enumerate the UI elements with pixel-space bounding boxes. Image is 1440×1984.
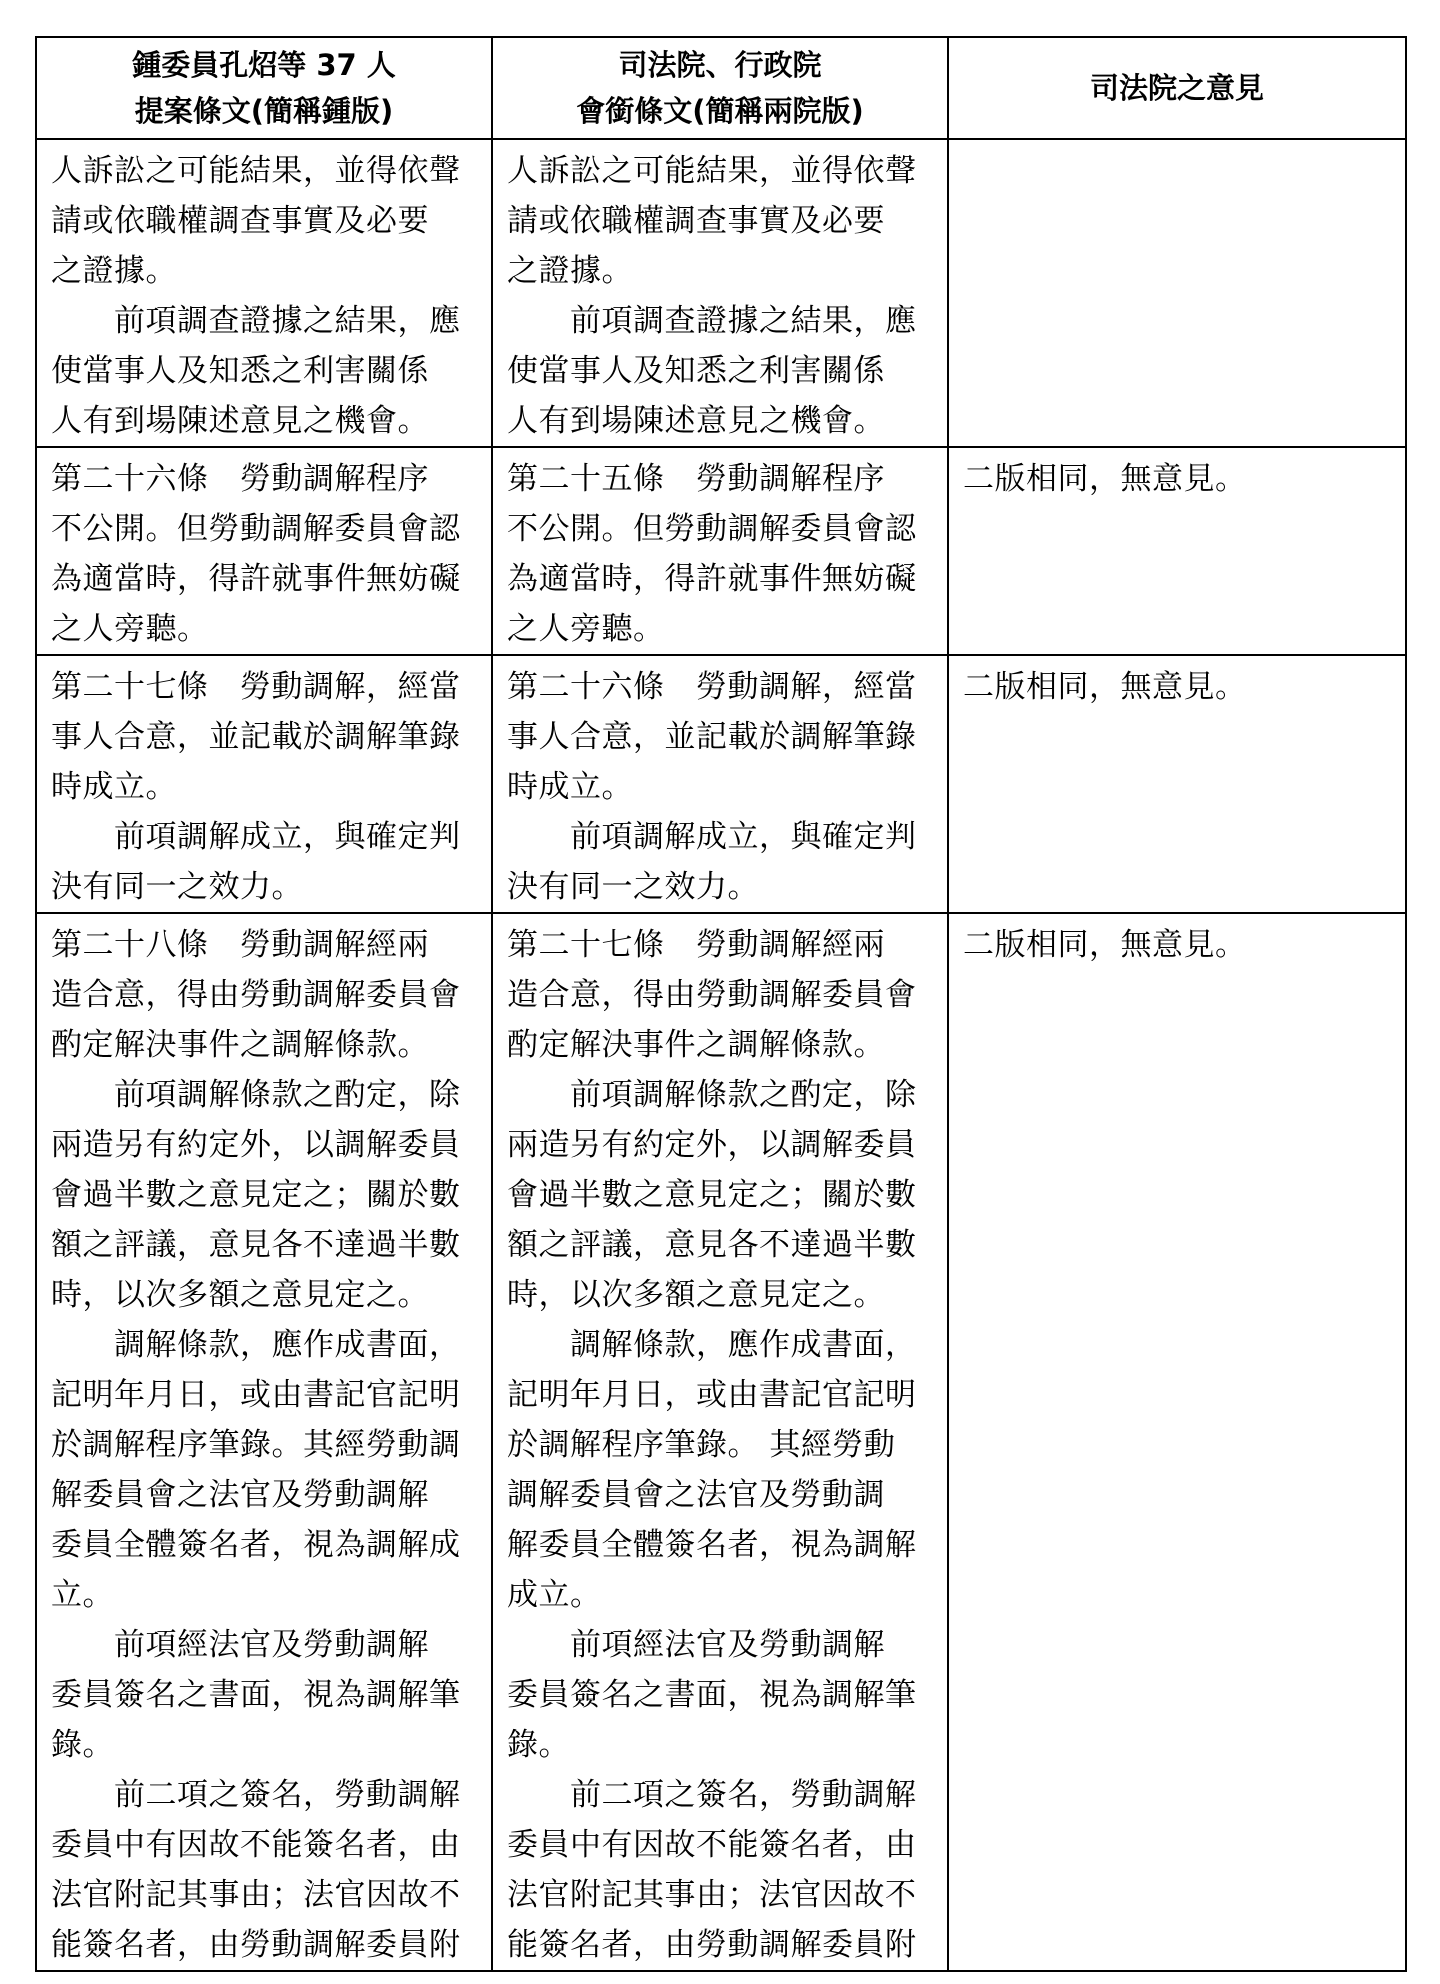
text-line: 時成立。 [507,769,633,805]
text-line: 第二十八條 勞動調解經兩 [51,927,429,963]
text-line: 人有到場陳述意見之機會。 [507,403,885,439]
text-line: 使當事人及知悉之利害關係 [507,353,885,389]
cell-two-courts-version [492,447,948,655]
table-row [36,655,1406,913]
comparison-table [35,36,1407,1972]
text-line: 委員中有因故不能簽名者，由 [51,1827,461,1863]
cell-judicial-opinion [948,913,1406,1971]
table-row [36,139,1406,447]
header-line: 司法院之意見 [1089,71,1264,105]
text-line: 兩造另有約定外，以調解委員 [51,1127,461,1163]
text-line: 額之評議，意見各不達過半數 [51,1227,461,1263]
text-line: 酌定解決事件之調解條款。 [51,1027,429,1063]
text-line: 使當事人及知悉之利害關係 [51,353,429,389]
text-line: 委員簽名之書面，視為調解筆 [51,1677,461,1713]
text-line: 能簽名者，由勞動調解委員附 [507,1927,917,1963]
text-line: 造合意，得由勞動調解委員會 [507,977,917,1013]
header-judicial-opinion [948,37,1406,139]
cell-zhong-version [36,447,492,655]
text-line: 之證據。 [507,253,633,289]
header-row [36,37,1406,139]
text-line: 決有同一之效力。 [51,869,303,905]
text-line: 立。 [51,1577,114,1613]
text-line: 時，以次多額之意見定之。 [51,1277,429,1313]
cell-zhong-version [36,655,492,913]
text-line: 調解委員會之法官及勞動調 [507,1477,885,1513]
text-line: 為適當時，得許就事件無妨礙 [51,561,461,597]
text-line: 解委員會之法官及勞動調解 [51,1477,429,1513]
text-line: 之人旁聽。 [507,611,665,647]
text-line: 額之評議，意見各不達過半數 [507,1227,917,1263]
text-line: 事人合意，並記載於調解筆錄 [507,719,917,755]
text-line: 於調解程序筆錄。其經勞動調 [51,1427,461,1463]
cell-judicial-opinion [948,655,1406,913]
text-line: 不公開。但勞動調解委員會認 [51,511,461,547]
cell-judicial-opinion [948,139,1406,447]
text-line: 會過半數之意見定之；關於數 [507,1177,917,1213]
text-line: 前二項之簽名，勞動調解 [507,1777,917,1813]
text-line: 之證據。 [51,253,177,289]
text-line: 第二十七條 勞動調解經兩 [507,927,885,963]
text-line: 第二十六條 勞動調解程序 [51,461,429,497]
header-line: 會銜條文(簡稱兩院版) [576,94,864,128]
text-line: 時，以次多額之意見定之。 [507,1277,885,1313]
text-line: 決有同一之效力。 [507,869,759,905]
cell-two-courts-version [492,655,948,913]
text-line: 解委員全體簽名者，視為調解 [507,1527,917,1563]
table-row [36,447,1406,655]
table-row [36,913,1406,1971]
text-line: 記明年月日，或由書記官記明 [51,1377,461,1413]
text-line: 前項調查證據之結果，應 [507,303,917,339]
text-line: 為適當時，得許就事件無妨礙 [507,561,917,597]
opinion-text: 二版相同，無意見。 [963,927,1247,963]
text-line: 成立。 [507,1577,602,1613]
text-line: 前項調解成立，與確定判 [507,819,917,855]
opinion-text: 二版相同，無意見。 [963,669,1247,705]
text-line: 前項調解成立，與確定判 [51,819,461,855]
text-line: 人訴訟之可能結果，並得依聲 [507,153,917,189]
cell-two-courts-version [492,139,948,447]
cell-zhong-version [36,139,492,447]
text-line: 造合意，得由勞動調解委員會 [51,977,461,1013]
text-line: 前項調解條款之酌定，除 [507,1077,917,1113]
text-line: 委員簽名之書面，視為調解筆 [507,1677,917,1713]
text-line: 錄。 [507,1727,570,1763]
text-line: 會過半數之意見定之；關於數 [51,1177,461,1213]
text-line: 調解條款，應作成書面， [51,1327,461,1363]
text-line: 第二十六條 勞動調解，經當 [507,669,917,705]
text-line: 能簽名者，由勞動調解委員附 [51,1927,461,1963]
text-line: 酌定解決事件之調解條款。 [507,1027,885,1063]
text-line: 第二十七條 勞動調解，經當 [51,669,461,705]
text-line: 前項經法官及勞動調解 [51,1627,429,1663]
text-line: 人訴訟之可能結果，並得依聲 [51,153,461,189]
text-line: 調解條款，應作成書面， [507,1327,917,1363]
text-line: 於調解程序筆錄。 其經勞動 [507,1427,896,1463]
text-line: 事人合意，並記載於調解筆錄 [51,719,461,755]
text-line: 前項調查證據之結果，應 [51,303,461,339]
text-line: 人有到場陳述意見之機會。 [51,403,429,439]
text-line: 委員全體簽名者，視為調解成 [51,1527,461,1563]
cell-zhong-version [36,913,492,1971]
cell-judicial-opinion [948,447,1406,655]
text-line: 第二十五條 勞動調解程序 [507,461,885,497]
text-line: 兩造另有約定外，以調解委員 [507,1127,917,1163]
text-line: 錄。 [51,1727,114,1763]
text-line: 時成立。 [51,769,177,805]
header-line: 司法院、行政院 [618,48,822,82]
text-line: 法官附記其事由；法官因故不 [507,1877,917,1913]
header-line: 提案條文(簡稱鍾版) [134,94,394,128]
text-line: 前項調解條款之酌定，除 [51,1077,461,1113]
cell-two-courts-version [492,913,948,1971]
header-zhong-version [36,37,492,139]
text-line: 請或依職權調查事實及必要 [507,203,885,239]
header-line: 鍾委員孔炤等 37 人 [132,48,396,82]
text-line: 前項經法官及勞動調解 [507,1627,885,1663]
text-line: 委員中有因故不能簽名者，由 [507,1827,917,1863]
text-line: 之人旁聽。 [51,611,209,647]
text-line: 法官附記其事由；法官因故不 [51,1877,461,1913]
text-line: 請或依職權調查事實及必要 [51,203,429,239]
text-line: 記明年月日，或由書記官記明 [507,1377,917,1413]
opinion-text: 二版相同，無意見。 [963,461,1247,497]
text-line: 前二項之簽名，勞動調解 [51,1777,461,1813]
text-line: 不公開。但勞動調解委員會認 [507,511,917,547]
header-two-courts-version [492,37,948,139]
